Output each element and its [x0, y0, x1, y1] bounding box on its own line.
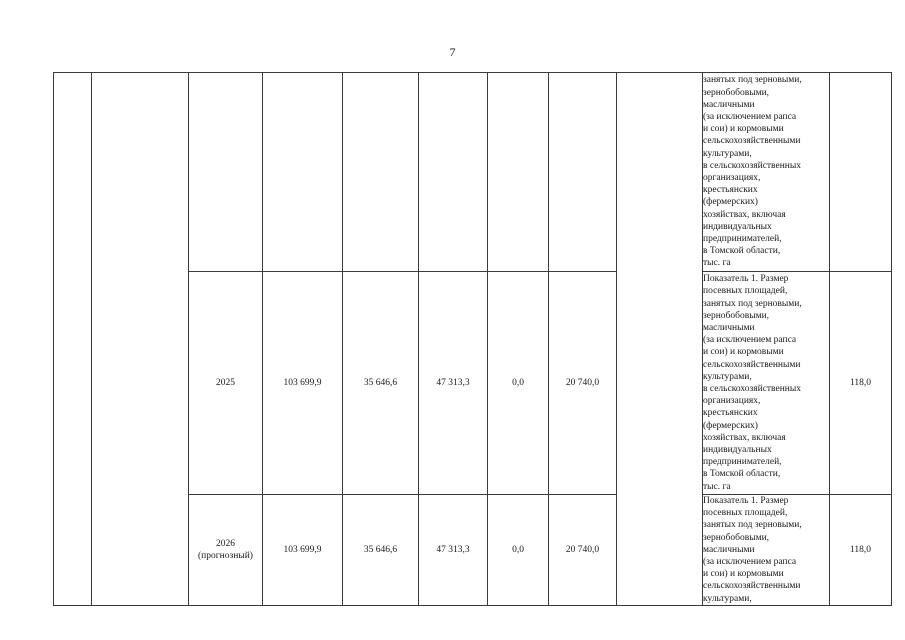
- year-value: 2026: [216, 538, 235, 549]
- indicator-line: тыс. га: [703, 481, 731, 492]
- total-cell: [263, 73, 343, 272]
- indicator-line: культурами,: [703, 593, 752, 604]
- indicator-value-cell: 118,0: [830, 495, 892, 606]
- indicator-line: (фермерских): [703, 197, 758, 208]
- indicator-line: культурами,: [703, 148, 752, 159]
- indicator-cell: [703, 495, 830, 606]
- indicator-line: занятых под зерновыми,: [703, 520, 802, 531]
- indicator-line: Показатель 1. Размер: [703, 496, 789, 506]
- indicator-line: организациях,: [703, 173, 761, 183]
- indicator-line: индивидуальных: [703, 221, 772, 232]
- indicator-line: зернобобовыми,: [703, 310, 770, 321]
- indicator-line: зернобобовыми,: [703, 87, 770, 98]
- indicator-line: масличными: [703, 99, 755, 110]
- indicator-line: и сои) и кормовыми: [703, 124, 784, 135]
- regional-cell: 47 313,3: [419, 272, 488, 495]
- local-cell: 0,0: [488, 495, 549, 606]
- indicator-line: индивидуальных: [703, 445, 772, 456]
- regional-cell: [419, 73, 488, 272]
- year-cell: [189, 73, 263, 272]
- federal-cell: 35 646,6: [343, 272, 419, 495]
- indicator-line: культурами,: [703, 371, 752, 382]
- indicator-line: (за исключением рапса: [703, 335, 797, 346]
- indicator-line: сельскохозяйственными: [703, 359, 801, 370]
- indicator-line: хозяйствах, включая: [703, 432, 786, 443]
- local-cell: [488, 73, 549, 272]
- indicator-line: посевных площадей,: [703, 286, 788, 297]
- federal-cell: 35 646,6: [343, 495, 419, 606]
- table-row: [54, 73, 892, 272]
- index-cell: [54, 73, 92, 606]
- regional-cell: 47 313,3: [419, 495, 488, 606]
- indicator-line: в сельскохозяйственных: [703, 384, 802, 394]
- indicator-line: крестьянских: [703, 185, 758, 196]
- indicator-value-cell: 118,0: [830, 272, 892, 495]
- indicator-line: предпринимателей,: [703, 457, 782, 468]
- indicator-line: (фермерских): [703, 420, 758, 431]
- indicator-line: посевных площадей,: [703, 508, 788, 519]
- indicator-line: масличными: [703, 544, 755, 555]
- year-note: (прогнозный): [198, 551, 253, 561]
- indicator-line: сельскохозяйственными: [703, 581, 801, 592]
- indicator-value-cell: [830, 73, 892, 272]
- indicator-cell: [703, 73, 830, 272]
- indicator-line: в Томской области,: [703, 246, 781, 257]
- indicator-line: и сои) и кормовыми: [703, 347, 784, 358]
- year-value: 2025: [216, 377, 235, 388]
- federal-cell: [343, 73, 419, 272]
- indicator-line: предпринимателей,: [703, 234, 782, 245]
- local-cell: 0,0: [488, 272, 549, 495]
- indicator-line: и сои) и кормовыми: [703, 569, 784, 580]
- indicator-line: занятых под зерновыми,: [703, 75, 802, 86]
- indicator-line: сельскохозяйственными: [703, 136, 801, 147]
- indicator-line: крестьянских: [703, 408, 758, 419]
- page-number: 7: [449, 45, 456, 59]
- task-cell: [92, 73, 189, 606]
- year-cell: [189, 495, 263, 606]
- executor-cell: [617, 73, 703, 606]
- indicator-cell: [703, 272, 830, 495]
- program-table: [53, 72, 892, 606]
- indicator-line: занятых под зерновыми,: [703, 298, 802, 309]
- indicator-line: хозяйствах, включая: [703, 209, 786, 220]
- indicator-line: масличными: [703, 322, 755, 333]
- total-cell: 103 699,9: [263, 495, 343, 606]
- indicator-line: (за исключением рапса: [703, 111, 797, 122]
- other-cell: 20 740,0: [549, 272, 617, 495]
- indicator-line: в сельскохозяйственных: [703, 160, 802, 171]
- indicator-line: организациях,: [703, 396, 761, 407]
- indicator-line: в Томской области,: [703, 469, 781, 480]
- total-cell: 103 699,9: [263, 272, 343, 495]
- indicator-line: зернобобовыми,: [703, 532, 770, 543]
- indicator-line: тыс. га: [703, 258, 731, 269]
- indicator-line: (за исключением рапса: [703, 557, 797, 568]
- indicator-line: Показатель 1. Размер: [703, 274, 789, 285]
- other-cell: 20 740,0: [549, 495, 617, 606]
- year-cell: [189, 272, 263, 495]
- other-cell: [549, 73, 617, 272]
